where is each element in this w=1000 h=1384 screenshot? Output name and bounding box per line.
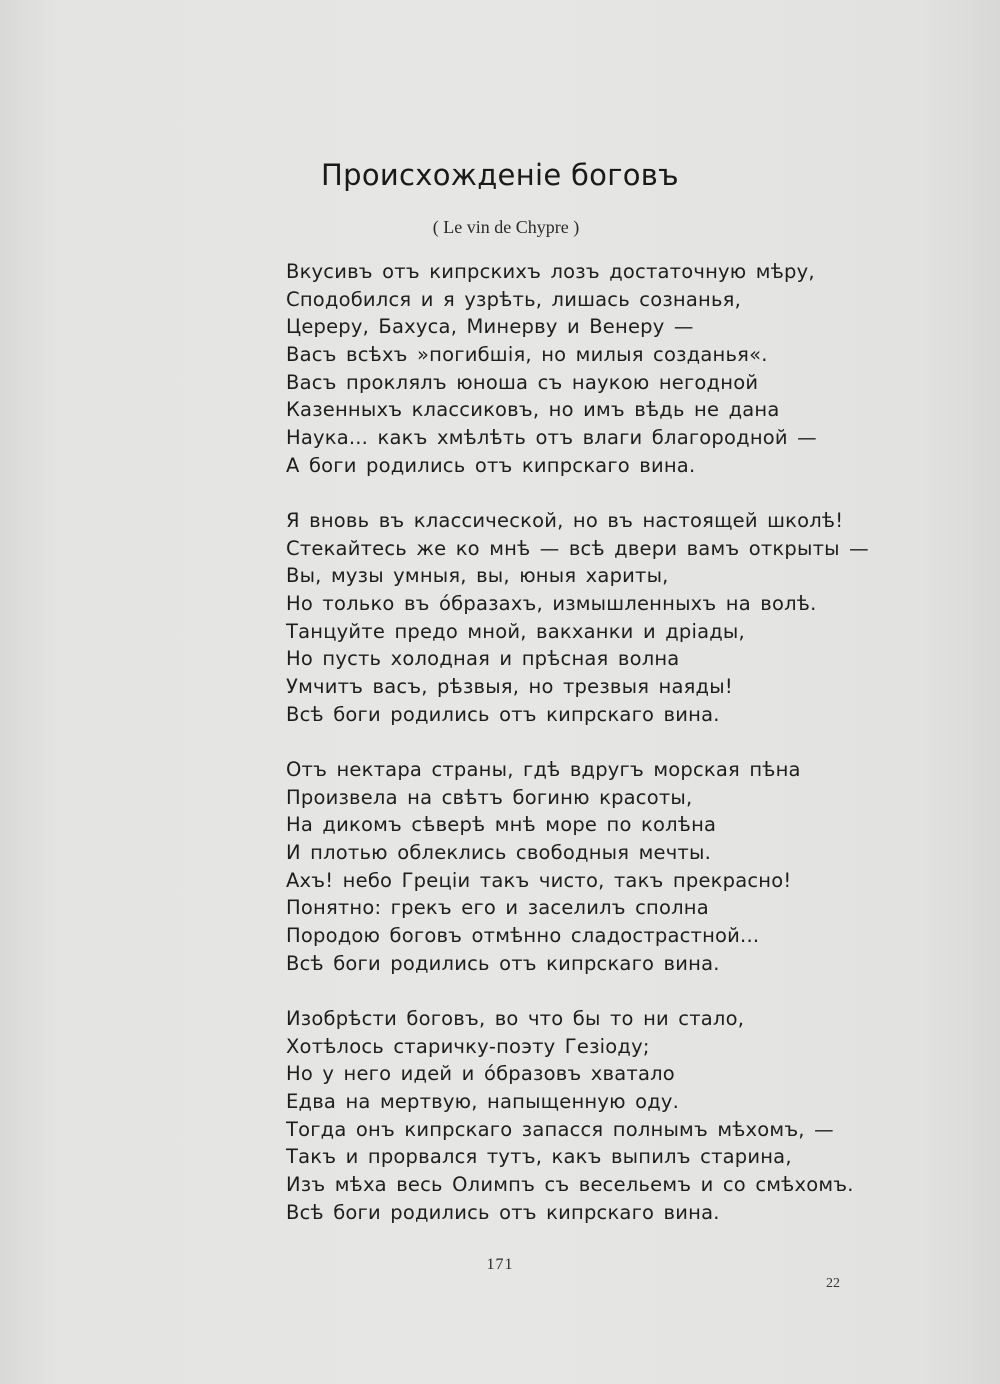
poem-line: На дикомъ сѣверѣ мнѣ море по колѣна (286, 813, 717, 837)
poem-line: Умчитъ васъ, рѣзвыя, но трезвыя наяды! (286, 675, 733, 699)
signature-mark: 22 (826, 1276, 840, 1291)
poem-subtitle: ( Le vin de Chypre ) (432, 217, 580, 237)
poem-line: Такъ и прорвался тутъ, какъ выпилъ старина, (286, 1145, 792, 1169)
poem-line: Сподобился и я узрѣть, лишась сознанья, (286, 287, 741, 311)
poem-line: Стекайтесь же ко мнѣ — всѣ двери вамъ открыты — (286, 536, 869, 560)
poem-line: Цереру, Бахуса, Минерву и Венеру — (286, 315, 694, 339)
stanza (286, 1005, 906, 1227)
poem-line: Всѣ боги родились отъ кипрскаго вина. (286, 951, 720, 975)
poem-line: Всѣ боги родились отъ кипрскаго вина. (286, 702, 720, 726)
poem-line: Но у него идей и óбразовъ хватало (286, 1062, 675, 1086)
page-number: 171 (486, 1256, 514, 1273)
stanza (286, 258, 906, 480)
poem-body (286, 258, 906, 1254)
poem-line: Хотѣлось старичку-поэту Гезіоду; (286, 1034, 650, 1058)
poem-line: Вкусивъ отъ кипрскихъ лозъ достаточную мѣру, (286, 260, 815, 283)
poem-line: Но пусть холодная и прѣсная волна (286, 647, 680, 671)
poem-line: Понятно: грекъ его и заселилъ сполна (286, 896, 709, 920)
poem-line: Едва на мертвую, напыщенную оду. (286, 1090, 680, 1114)
poem-line: Васъ проклялъ юноша съ наукою негодной (286, 370, 759, 394)
stanza (286, 756, 906, 978)
poem-line: Тогда онъ кипрскаго запасся полнымъ мѣхомъ, — (286, 1117, 834, 1141)
poem-title: Происхожденіе боговъ (321, 158, 679, 192)
poem-line: Произвела на свѣтъ богиню красоты, (286, 785, 693, 809)
stanza (286, 507, 906, 729)
poem-line: Породою боговъ отмѣнно сладострастной... (286, 924, 760, 948)
poem-line: Васъ всѣхъ »погибшія, но милыя созданья«. (286, 343, 768, 367)
poem-line: Но только въ óбразахъ, измышленныхъ на волѣ. (286, 592, 817, 616)
poem-line: Казенныхъ классиковъ, но имъ вѣдь не дана (286, 398, 780, 422)
poem-line: А боги родились отъ кипрскаго вина. (286, 453, 696, 477)
poem-line: Я вновь въ классической, но въ настоящей школѣ! (286, 509, 844, 532)
poem-line: Отъ нектара страны, гдѣ вдругъ морская пѣна (286, 758, 801, 781)
poem-line: Наука... какъ хмѣлѣть отъ влаги благородной — (286, 426, 817, 450)
poem-line: И плотью облеклись свободныя мечты. (286, 841, 711, 865)
poem-line: Изъ мѣха весь Олимпъ съ весельемъ и со смѣхомъ. (286, 1173, 854, 1197)
poem-line: Всѣ боги родились отъ кипрскаго вина. (286, 1200, 720, 1224)
poem-line: Изобрѣсти боговъ, во что бы то ни стало, (286, 1007, 745, 1030)
poem-line: Танцуйте предо мной, вакханки и дріады, (286, 619, 745, 643)
poem-line: Ахъ! небо Греціи такъ чисто, такъ прекрасно! (286, 868, 792, 892)
poem-line: Вы, музы умныя, вы, юныя хариты, (286, 564, 669, 588)
